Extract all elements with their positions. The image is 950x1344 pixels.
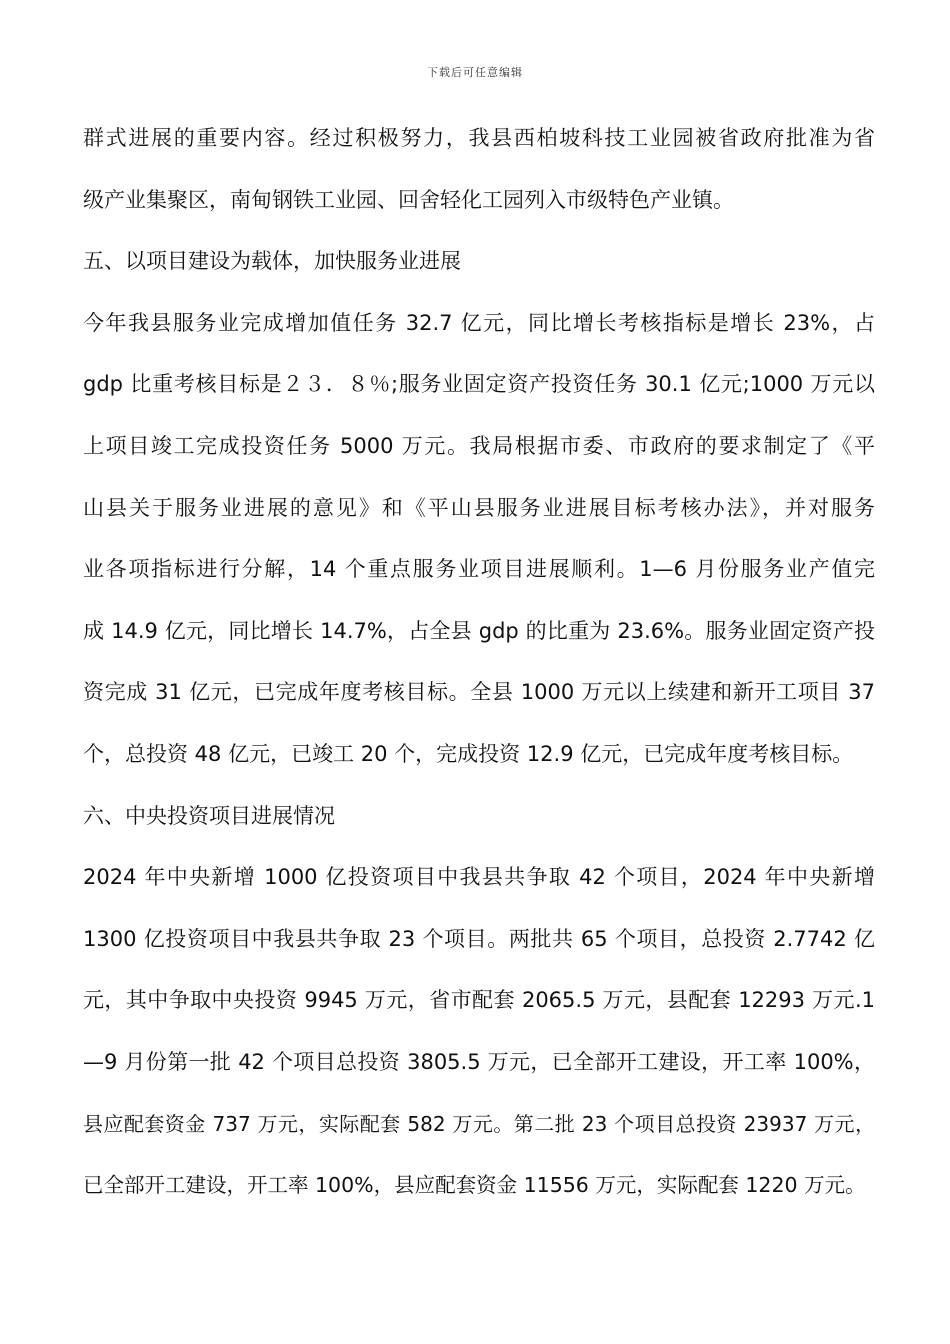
paragraph-line: 级产业集聚区，南甸钢铁工业园、回舍轻化工园列入市级特色产业镇。 [83, 187, 734, 212]
paragraph-line: 今年我县服务业完成增加值任务 32.7 亿元，同比增长考核指标是增长 23%，占 [83, 310, 875, 335]
paragraph-line: 业各项指标进行分解，14 个重点服务业项目进展顺利。1—6 月份服务业产值完 [83, 557, 875, 582]
paragraph-line: 群式进展的重要内容。经过积极努力，我县西柏坡科技工业园被省政府批准为省 [83, 126, 875, 150]
paragraph-line: 上项目竣工完成投资任务 5000 万元。我局根据市委、市政府的要求制定了《平 [83, 433, 875, 458]
section-heading: 五、以项目建设为载体，加快服务业进展 [83, 249, 461, 274]
paragraph-line: 县应配套资金 737 万元，实际配套 582 万元。第二批 23 个项目总投资 23937 万元， [83, 1111, 875, 1136]
paragraph-line: 已全部开工建设，开工率 100%，县应配套资金 11556 万元，实际配套 1220 万元。 [83, 1173, 866, 1198]
paragraph-line: 资完成 31 亿元，已完成年度考核目标。全县 1000 万元以上续建和新开工项目 37 [83, 680, 875, 705]
paragraph-line: 山县关于服务业进展的意见》和《平山县服务业进展目标考核办法》，并对服务 [83, 495, 875, 520]
paragraph-line: 2024 年中央新增 1000 亿投资项目中我县共争取 42 个项目，2024 年中央新增 [83, 865, 875, 890]
paragraph-line: —9 月份第一批 42 个项目总投资 3805.5 万元，已全部开工建设，开工率 100%， [83, 1049, 875, 1074]
paragraph-line: 元，其中争取中央投资 9945 万元，省市配套 2065.5 万元，县配套 12293 万元.1 [83, 988, 875, 1013]
document-body [83, 116, 875, 1225]
paragraph-line: 个，总投资 48 亿元，已竣工 20 个，完成投资 12.9 亿元，已完成年度考核目标。 [83, 741, 854, 766]
paragraph-line: 1300 亿投资项目中我县共争取 23 个项目。两批共 65 个项目，总投资 2.7742 亿 [83, 926, 875, 951]
section-heading: 六、中央投资项目进展情况 [83, 803, 335, 828]
paragraph-line: 成 14.9 亿元，同比增长 14.7%，占全县 gdp 的比重为 23.6%。服务业固定资产投 [83, 618, 875, 643]
paragraph-line: gdp 比重考核目标是２３．８％;服务业固定资产投资任务 30.1 亿元;1000 万元以 [83, 372, 875, 397]
page-header-note: 下载后可任意编辑 [427, 66, 523, 79]
